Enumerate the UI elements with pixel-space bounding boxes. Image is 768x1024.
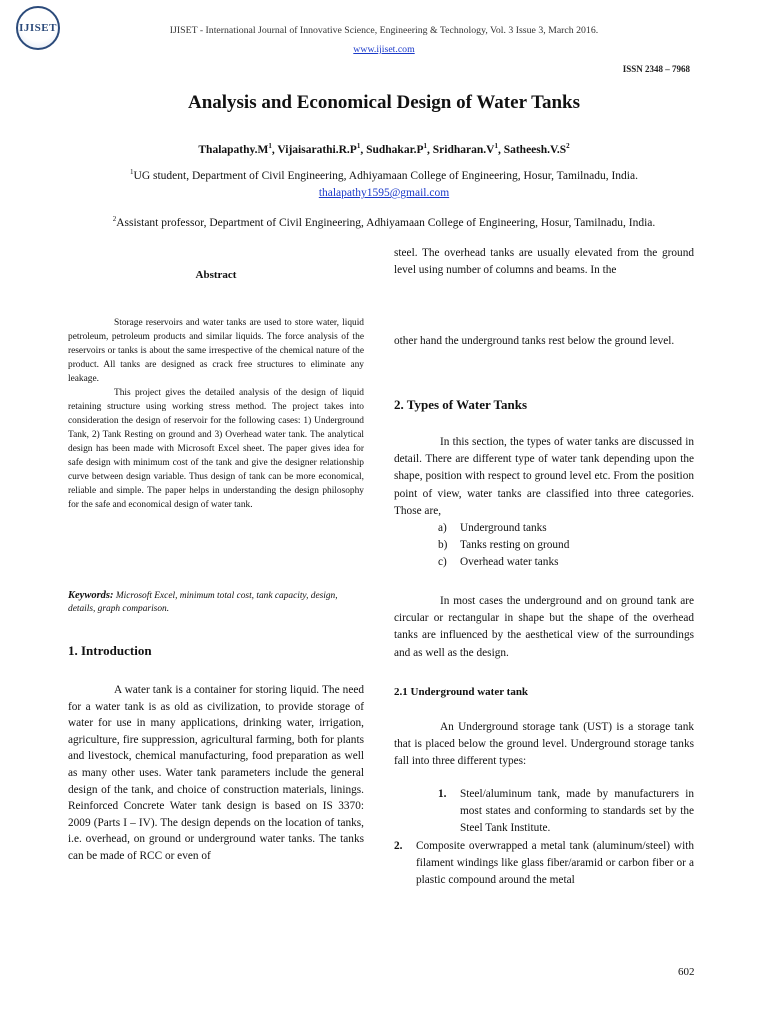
list-item: b) Tanks resting on ground (438, 539, 570, 552)
introduction-body (68, 682, 364, 865)
section-heading-introduction: 1. Introduction (68, 643, 152, 658)
underground-body (394, 719, 694, 771)
list-item: 2. Composite overwrapped a metal tank (aluminum/steel) with filament windings like glass fiber/aramid or carbon fiber or a plastic compound around the metal (394, 839, 694, 887)
website-link[interactable]: www.ijiset.com (353, 44, 415, 55)
author: $Sridharan.V^1$ (432, 142, 498, 156)
paper-title: Analysis and Economical Design of Water Tanks (187, 92, 581, 113)
tank-type-list (394, 520, 694, 572)
list-item: 1. Steel/aluminum tank, made by manufacturers in most states and conforming to standards set by the Steel Tank Institute. (438, 788, 694, 835)
types-paragraph: In most cases the underground and on ground tank are circular or rectangular in shape but the shape of the overhead tanks are influenced by the aesthetical view of the surroundings and as well as the design. (394, 595, 694, 659)
author: $Satheesh.V.S^2$ (503, 142, 570, 156)
author: $Thalapathy.M^1$ (198, 142, 272, 156)
journal-line: IJISET - International Journal of Innovative Science, Engineering & Technology, Vol. 3 Issue 3, March 2016. (169, 25, 599, 36)
ust-list (394, 786, 694, 889)
author: $Vijaisarathi.R.P^1$ (277, 142, 361, 156)
abstract-paragraph: Storage reservoirs and water tanks are used to store water, liquid petroleum, petroleum products and similar liquids. The force analysis of the reservoirs or tanks is about the same irrespective of the chemical nature of the product. All tanks are designed as crack free structures to eliminate any leakage. (68, 318, 364, 384)
website-line (0, 44, 768, 55)
keywords (68, 589, 364, 616)
list-item: c) Overhead water tanks (438, 556, 559, 569)
subsection-heading-underground: 2.1 Underground water tank (394, 686, 529, 698)
keywords-label: Keywords: (68, 590, 114, 601)
logo-text: IJISET (19, 22, 57, 34)
author-list: $Thalapathy.M^1$, $Vijaisarathi.R.P^1$, $Sudhakar.P^1$, $Sridharan.V^1$, $Satheesh.V.S^2$ (198, 142, 570, 156)
continued-text-2: other hand the underground tanks rest below the ground level. (394, 335, 675, 347)
affiliation-1: $^1$UG student, Department of Civil Engineering, Adhiyamaan College of Engineering, Hosur, Tamilnadu, India. (130, 168, 638, 182)
list-item: a) Underground tanks (438, 522, 547, 535)
keywords-text: Microsoft Excel, minimum total cost, tank capacity, design, details, graph comparison. (68, 591, 338, 614)
types-paragraph: In this section, the types of water tanks are discussed in detail. There are different type of water tank depending upon the shape, position with respect to ground level etc. From the position point of view, water tanks are classified into three categories. Those are, (394, 436, 694, 517)
underground-paragraph: An Underground storage tank (UST) is a storage tank that is placed below the ground level. Underground storage tanks fall into three different types: (394, 721, 694, 768)
introduction-paragraph: A water tank is a container for storing liquid. The need for a water tank is as old as civilization, to provide storage of water for use in many applications, drinking water, irrigation, agriculture, fire suppression, agricultural farming, both for plants and livestock, chemical manufacturing, food preparation as well as many other uses. Water tank parameters include the general design of the tank, and choice of construction materials, linings. Reinforced Concrete Water tank design is based on IS 3370: 2009 (Parts I – IV). The design depends on the location of tanks, i.e. overhead, on ground or underground water tanks. The tanks can be made of RCC or even of (68, 684, 364, 862)
affiliation-2: $^2$Assistant professor, Department of Civil Engineering, Adhiyamaan College of Engineering, Hosur, Tamilnadu, India. (112, 215, 656, 229)
types-body-2 (394, 593, 694, 662)
abstract-paragraph: This project gives the detailed analysis of the design of liquid retaining structure using working stress method. The project takes into consideration the design of reservoir for the following cases: 1) Underground Tank, 2) Tank Resting on ground and 3) Overhead water tank. The analytical design has been made with Microsoft Excel sheet. The paper gives idea for safe design with minimum cost of the tank and give the designer relationship curve between design variable. Thus design of tank can be more economical, reliable and simple. The paper helps in understanding the design philosophy for the safe and economical design of water tank. (68, 388, 364, 510)
types-body (394, 434, 694, 572)
continued-text-1: steel. The overhead tanks are usually elevated from the ground level using number of columns and beams. In the (394, 247, 694, 277)
author: $Sudhakar.P^1$ (366, 142, 428, 156)
section-heading-types: 2. Types of Water Tanks (394, 397, 528, 412)
issn: ISSN 2348 – 7968 (622, 64, 690, 74)
abstract-heading: Abstract (195, 269, 237, 281)
page-number: 602 (678, 966, 695, 978)
email-link[interactable]: thalapathy1595@gmail.com (318, 187, 450, 199)
abstract-body (68, 316, 364, 512)
email-line (0, 187, 768, 199)
